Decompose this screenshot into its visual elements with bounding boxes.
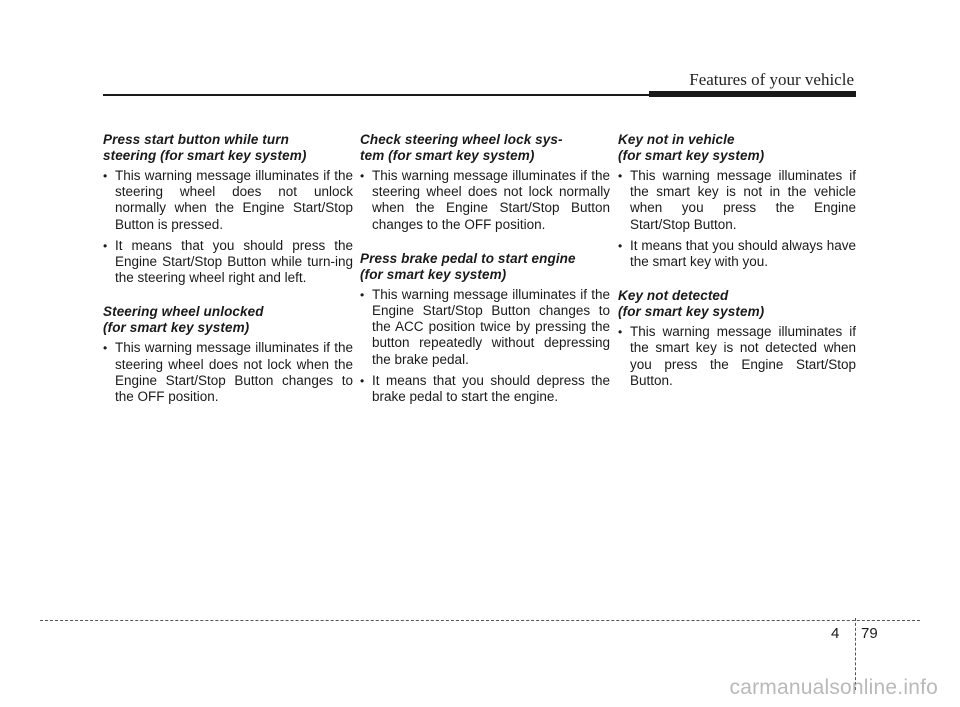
column-2	[360, 132, 610, 423]
bullet-item: • It means that you should depress the brake pedal to start the engine.	[360, 373, 610, 405]
bullet-item: • This warning message illuminates if the Engine Start/Stop Button changes to the ACC position twice by pressing the button repeatedly without depressing the brake pedal.	[360, 287, 610, 368]
section-title-line: Press start button while turn	[103, 132, 289, 147]
section-title-line: Steering wheel unlocked	[103, 304, 264, 320]
bullet-item: • This warning message illuminates if the steering wheel does not lock normally when the Engine Start/Stop Button changes to the OFF position.	[360, 168, 610, 233]
section-title-line: (for smart key system)	[618, 304, 765, 320]
section-key-not-detected	[618, 288, 856, 389]
section-title-line: (for smart key system)	[360, 266, 507, 282]
bullet-item: • This warning message illuminates if the steering wheel does not unlock normally when the Engine Start/Stop Button is pressed.	[103, 168, 353, 233]
section-title	[103, 132, 353, 164]
chapter-number: 4	[831, 625, 840, 642]
bullet-item: • This warning message illuminates if the smart key is not detected when you press the Engine Start/Stop Button.	[618, 324, 856, 389]
section-press-start-button	[103, 132, 353, 286]
section-title-line: Check steering wheel lock sys-	[360, 132, 563, 147]
section-title-line: Key not detected	[618, 288, 729, 304]
header-rule-accent	[649, 91, 856, 97]
column-3	[618, 132, 856, 407]
page-number: 79	[861, 625, 878, 642]
section-check-steering-wheel-lock	[360, 132, 610, 233]
column-1	[103, 132, 353, 423]
section-title-line: tem (for smart key system)	[360, 148, 535, 163]
bullet-list	[103, 340, 353, 405]
bullet-item: • This warning message illuminates if the steering wheel does not lock when the Engine Start/Stop Button changes to the OFF position.	[103, 340, 353, 405]
bullet-item: • It means that you should press the Engine Start/Stop Button while turn-ing the steering wheel right and left.	[103, 238, 353, 287]
section-key-not-in-vehicle	[618, 132, 856, 270]
section-title-line: Key not in vehicle	[618, 132, 735, 147]
section-title	[360, 132, 610, 164]
section-title-line: (for smart key system)	[618, 148, 765, 163]
section-title-line: Press brake pedal to start engine	[360, 250, 576, 266]
section-title-line: steering (for smart key system)	[103, 148, 307, 163]
section-press-brake-pedal	[360, 251, 610, 405]
section-title	[618, 288, 856, 320]
footer-dashed-rule	[40, 620, 920, 621]
bullet-list	[360, 168, 610, 233]
watermark: carmanualsonline.info	[729, 676, 938, 699]
section-title	[618, 132, 856, 164]
section-title	[103, 304, 353, 336]
bullet-item: • This warning message illuminates if the smart key is not in the vehicle when you press the Engine Start/Stop Button.	[618, 168, 856, 233]
bullet-item: • It means that you should always have the smart key with you.	[618, 238, 856, 270]
bullet-list	[618, 168, 856, 270]
bullet-list	[618, 324, 856, 389]
section-title-line: (for smart key system)	[103, 320, 250, 336]
bullet-list	[103, 168, 353, 286]
bullet-list	[360, 287, 610, 405]
page-header-title: Features of your vehicle	[689, 70, 854, 89]
section-title	[360, 251, 610, 283]
section-steering-wheel-unlocked	[103, 304, 353, 405]
